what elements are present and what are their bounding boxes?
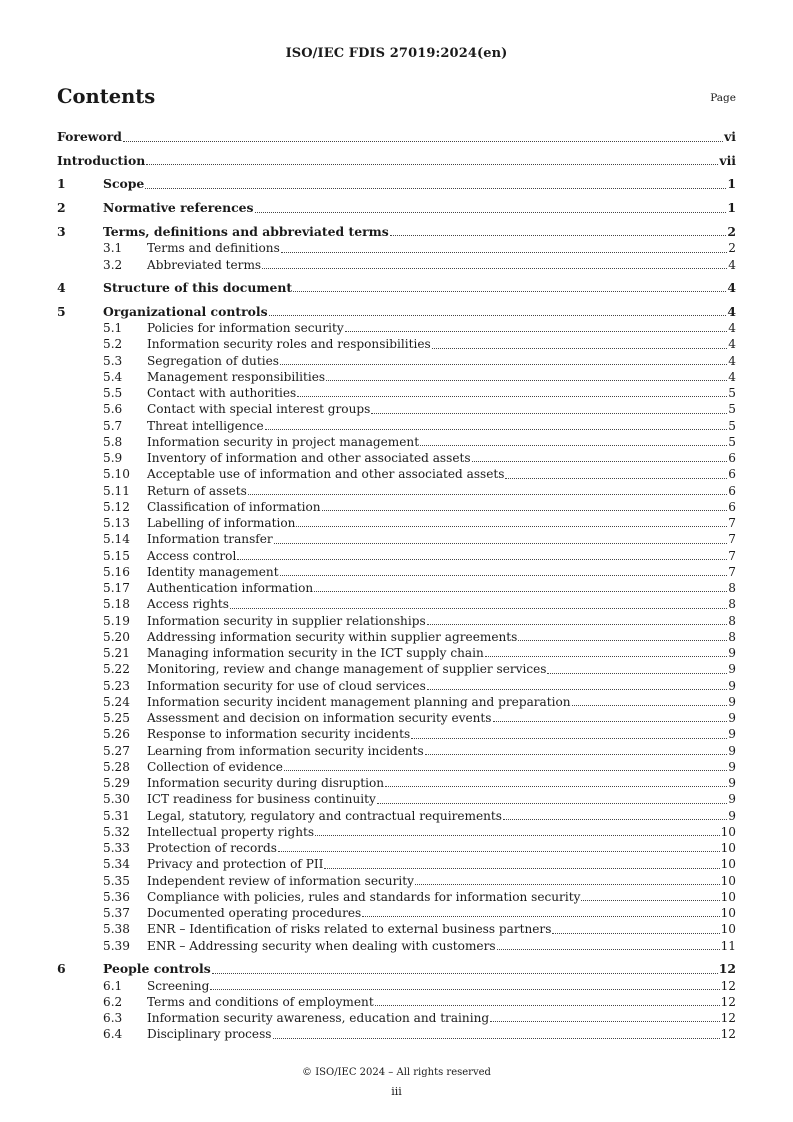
dot-leader [485, 655, 728, 657]
dot-leader [518, 639, 727, 641]
dot-leader [472, 460, 728, 462]
dot-leader [324, 867, 719, 869]
dot-leader [280, 574, 728, 576]
toc-entry-number: 5.10 [103, 467, 130, 482]
toc-entry-page: 12 [718, 961, 736, 977]
toc-subentry[interactable] [57, 840, 736, 856]
toc-entry-number: 5.17 [103, 581, 130, 596]
toc-entry-page: 5 [728, 434, 736, 449]
toc-entry-number: 6 [57, 961, 66, 977]
toc-subentry[interactable] [57, 369, 736, 385]
dot-leader [505, 477, 727, 479]
toc-entry-title: Labelling of information [147, 516, 296, 531]
toc-entry-number: 5.6 [103, 402, 123, 417]
toc-entry-page: 7 [728, 532, 736, 547]
toc-entry-number: 3.2 [103, 257, 123, 272]
toc-entry-title: Terms and definitions [147, 241, 280, 256]
dot-leader [415, 883, 720, 885]
toc-entry-page: 6 [728, 483, 736, 498]
toc-subentry[interactable] [57, 808, 736, 824]
toc-entry-title: Information security for use of cloud services [147, 678, 426, 693]
toc-subentry[interactable] [57, 515, 736, 531]
toc-entry-title: Addressing information security within supplier agreements [147, 629, 518, 644]
dot-leader [547, 672, 727, 674]
toc-entry-number: 3 [57, 223, 66, 239]
toc-entry-number: 5 [57, 303, 66, 319]
toc-entry-number: 5.37 [103, 906, 130, 921]
toc-entry-title: Terms, definitions and abbreviated terms [103, 223, 389, 239]
toc-entry-title: Segregation of duties [147, 353, 279, 368]
dot-leader [503, 818, 727, 820]
dot-leader [375, 1004, 720, 1006]
toc-entry-page: 10 [720, 889, 736, 904]
toc-entry-page: 10 [720, 906, 736, 921]
toc-entry-number: 5.8 [103, 434, 123, 449]
toc-subentry[interactable] [57, 257, 736, 273]
toc-entry-number: 5.15 [103, 548, 130, 563]
dot-leader [572, 704, 728, 706]
toc-subentry[interactable] [57, 678, 736, 694]
toc-entry-title: Information transfer [147, 532, 273, 547]
toc-entry-page: 7 [728, 564, 736, 579]
toc-entry-page: 5 [728, 418, 736, 433]
toc-subentry[interactable] [57, 710, 736, 726]
toc-entry-title: Documented operating procedures [147, 906, 362, 921]
dot-leader [322, 509, 728, 511]
dot-leader [345, 330, 728, 332]
dot-leader [427, 688, 728, 690]
toc-entry-number: 5.11 [103, 483, 130, 498]
toc-entry-number: 6.1 [103, 978, 123, 993]
toc-subentry[interactable] [57, 434, 736, 450]
toc-entry-page: 9 [728, 776, 736, 791]
toc-subentry[interactable] [57, 385, 736, 401]
dot-leader [490, 1020, 720, 1022]
dot-leader [411, 737, 727, 739]
toc-subentry[interactable] [57, 401, 736, 417]
toc-entry-number: 5.2 [103, 337, 123, 352]
toc-entry-number: 5.3 [103, 353, 123, 368]
toc-entry-number: 2 [57, 200, 66, 216]
toc-subentry[interactable] [57, 466, 736, 482]
toc-entry-page: 4 [728, 353, 736, 368]
toc-entry-title: Acceptable use of information and other associated assets [147, 467, 505, 482]
toc-entry-number: 5.7 [103, 418, 123, 433]
toc-entry-number: 4 [57, 279, 66, 295]
toc-subentry[interactable] [57, 889, 736, 905]
toc-subentry[interactable] [57, 824, 736, 840]
dot-leader [362, 915, 719, 917]
dot-leader [281, 251, 728, 253]
dot-leader [552, 932, 719, 934]
toc-entry-page: 9 [728, 662, 736, 677]
table-of-contents [57, 129, 736, 1043]
dot-leader [212, 972, 718, 974]
toc-entry-number: 5.14 [103, 532, 130, 547]
toc-entry-title: Protection of records [147, 841, 277, 856]
toc-entry-title: Managing information security in the ICT supply chain [147, 646, 484, 661]
dot-leader [315, 834, 720, 836]
copyright-footer: © ISO/IEC 2024 – All rights reserved [302, 1067, 491, 1078]
toc-entry-title: Organizational controls [103, 303, 268, 319]
toc-entry-page: 4 [727, 279, 736, 295]
dot-leader [420, 444, 727, 446]
toc-entry-page: 8 [728, 613, 736, 628]
toc-entry-title: Structure of this document [103, 279, 293, 295]
toc-entry[interactable] [57, 129, 736, 146]
toc-subentry[interactable] [57, 905, 736, 921]
toc-entry-title: Information security in supplier relationships [147, 613, 426, 628]
toc-entry[interactable] [57, 176, 736, 193]
toc-subentry[interactable] [57, 336, 736, 352]
toc-entry-title: Management responsibilities [147, 369, 326, 384]
dot-leader [377, 802, 727, 804]
toc-subentry[interactable] [57, 240, 736, 256]
dot-leader [265, 428, 728, 430]
toc-entry-title: Threat intelligence [147, 418, 264, 433]
toc-entry[interactable] [57, 153, 736, 170]
toc-subentry[interactable] [57, 320, 736, 336]
toc-entry-page: 10 [720, 841, 736, 856]
toc-subentry[interactable] [57, 1026, 736, 1042]
toc-entry[interactable] [57, 961, 736, 978]
toc-subentry[interactable] [57, 726, 736, 742]
toc-subentry[interactable] [57, 921, 736, 937]
toc-entry[interactable] [57, 224, 736, 241]
toc-subentry[interactable] [57, 613, 736, 629]
toc-entry-number: 5.32 [103, 824, 130, 839]
toc-entry-number: 5.16 [103, 564, 130, 579]
toc-entry-number: 5.36 [103, 889, 130, 904]
toc-subentry[interactable] [57, 531, 736, 547]
toc-entry-page: 12 [720, 1027, 736, 1042]
toc-entry-number: 5.26 [103, 727, 130, 742]
dot-leader [123, 140, 723, 142]
toc-entry-title: Compliance with policies, rules and standards for information security [147, 889, 581, 904]
toc-entry-page: 6 [728, 467, 736, 482]
toc-subentry[interactable] [57, 1010, 736, 1026]
toc-entry-page: 5 [728, 386, 736, 401]
dot-leader [427, 623, 728, 625]
dot-leader [385, 785, 727, 787]
toc-entry-number: 5.33 [103, 841, 130, 856]
toc-entry-title: Abbreviated terms [147, 257, 262, 272]
toc-entry-title: Scope [103, 176, 145, 192]
toc-subentry[interactable] [57, 418, 736, 434]
toc-entry-title: ENR – Identification of risks related to external business partners [147, 922, 552, 937]
toc-subentry[interactable] [57, 629, 736, 645]
toc-entry-number: 5.29 [103, 776, 130, 791]
toc-entry-page: 9 [728, 808, 736, 823]
toc-entry-number: 5.19 [103, 613, 130, 628]
dot-leader [274, 542, 728, 544]
toc-subentry[interactable] [57, 873, 736, 889]
toc-entry-page: 2 [727, 223, 736, 239]
dot-leader [248, 493, 728, 495]
toc-entry-page: 4 [728, 337, 736, 352]
dot-leader [326, 379, 727, 381]
toc-subentry[interactable] [57, 564, 736, 580]
toc-subentry[interactable] [57, 775, 736, 791]
toc-entry-title: Normative references [103, 200, 254, 216]
toc-entry-title: Response to information security incidents [147, 727, 411, 742]
toc-entry-number: 5.1 [103, 321, 123, 336]
dot-leader [497, 948, 720, 950]
toc-entry-page: 10 [720, 922, 736, 937]
toc-entry-number: 5.5 [103, 386, 123, 401]
toc-subentry[interactable] [57, 759, 736, 775]
toc-entry-number: 5.4 [103, 369, 123, 384]
toc-subentry[interactable] [57, 694, 736, 710]
dot-leader [278, 850, 720, 852]
toc-entry-title: Identity management [147, 564, 279, 579]
dot-leader [284, 769, 727, 771]
toc-subentry[interactable] [57, 791, 736, 807]
toc-entry-title: Information security in project management [147, 434, 420, 449]
dot-leader [210, 988, 719, 990]
toc-entry-title: Information security roles and responsibilities [147, 337, 431, 352]
dot-leader [255, 211, 727, 213]
dot-leader [280, 363, 727, 365]
toc-entry-title: Independent review of information security [147, 873, 414, 888]
toc-entry-number: 5.35 [103, 873, 130, 888]
toc-entry-page: 12 [720, 978, 736, 993]
toc-entry-page: 10 [720, 857, 736, 872]
toc-entry-number: 5.38 [103, 922, 130, 937]
dot-leader [146, 163, 718, 165]
toc-entry-page: 9 [728, 743, 736, 758]
dot-leader [371, 412, 727, 414]
toc-entry-number: 5.24 [103, 694, 130, 709]
toc-entry-page: 8 [728, 581, 736, 596]
toc-entry-number: 5.21 [103, 646, 130, 661]
toc-entry-page: 8 [728, 629, 736, 644]
toc-subentry[interactable] [57, 743, 736, 759]
toc-subentry[interactable] [57, 978, 736, 994]
toc-entry-number: 5.22 [103, 662, 130, 677]
toc-entry[interactable] [57, 200, 736, 217]
dot-leader [493, 720, 728, 722]
toc-entry-number: 5.39 [103, 938, 130, 953]
toc-entry-title: Introduction [57, 152, 146, 168]
toc-entry-title: Access rights [147, 597, 229, 612]
toc-entry-page: 4 [728, 369, 736, 384]
toc-subentry[interactable] [57, 548, 736, 564]
toc-entry-page: 4 [728, 321, 736, 336]
toc-entry-title: Classification of information [147, 499, 321, 514]
toc-entry-page: 4 [728, 257, 736, 272]
toc-entry-title: Collection of evidence [147, 759, 283, 774]
dot-leader [230, 607, 727, 609]
toc-entry-title: Information security awareness, education and training [147, 1011, 490, 1026]
toc-entry-title: ENR – Addressing security when dealing with customers [147, 938, 496, 953]
toc-entry-page: 11 [720, 938, 736, 953]
toc-entry-page: 7 [728, 516, 736, 531]
toc-entry-number: 5.9 [103, 451, 123, 466]
dot-leader [425, 753, 728, 755]
toc-entry-number: 6.3 [103, 1011, 123, 1026]
toc-subentry[interactable] [57, 580, 736, 596]
dot-leader [145, 187, 726, 189]
toc-entry-title: Learning from information security incidents [147, 743, 424, 758]
toc-entry-page: vii [719, 152, 736, 168]
toc-subentry[interactable] [57, 856, 736, 872]
toc-entry-number: 5.23 [103, 678, 130, 693]
toc-entry-title: Inventory of information and other associated assets [147, 451, 471, 466]
toc-subentry[interactable] [57, 994, 736, 1010]
toc-entry-title: Authentication information [147, 581, 314, 596]
toc-entry-title: Information security incident management planning and preparation [147, 694, 571, 709]
toc-entry-page: 5 [728, 402, 736, 417]
toc-entry[interactable] [57, 304, 736, 321]
toc-entry-number: 3.1 [103, 241, 123, 256]
toc-entry-title: Legal, statutory, regulatory and contractual requirements [147, 808, 502, 823]
toc-entry-title: Screening [147, 978, 210, 993]
toc-subentry[interactable] [57, 353, 736, 369]
toc-entry-title: Monitoring, review and change management of supplier services [147, 662, 547, 677]
footer-page-number: iii [391, 1085, 402, 1098]
toc-subentry[interactable] [57, 661, 736, 677]
dot-leader [296, 525, 727, 527]
toc-entry-page: 10 [720, 873, 736, 888]
toc-entry-page: 9 [728, 694, 736, 709]
toc-entry-title: Contact with authorities [147, 386, 297, 401]
dot-leader [269, 314, 727, 316]
toc-entry-number: 5.27 [103, 743, 130, 758]
toc-entry-number: 1 [57, 176, 66, 192]
toc-entry-page: 4 [727, 303, 736, 319]
toc-entry-title: Privacy and protection of PII [147, 857, 324, 872]
toc-entry-page: 10 [720, 824, 736, 839]
toc-entry-number: 5.20 [103, 629, 130, 644]
dot-leader [432, 347, 728, 349]
toc-entry-page: 12 [720, 994, 736, 1009]
toc-entry-page: 9 [728, 727, 736, 742]
dot-leader [237, 558, 727, 560]
toc-entry-title: Foreword [57, 129, 122, 144]
toc-entry-page: 9 [728, 759, 736, 774]
toc-subentry[interactable] [57, 450, 736, 466]
toc-subentry[interactable] [57, 596, 736, 612]
toc-entry-number: 5.18 [103, 597, 130, 612]
toc-entry[interactable] [57, 280, 736, 297]
toc-entry-number: 5.28 [103, 759, 130, 774]
toc-entry-title: Disciplinary process [147, 1027, 272, 1042]
toc-entry-page: 12 [720, 1011, 736, 1026]
page-title: Contents [57, 85, 156, 108]
toc-entry-page: 9 [728, 678, 736, 693]
toc-subentry[interactable] [57, 645, 736, 661]
toc-entry-number: 5.30 [103, 792, 130, 807]
dot-leader [314, 590, 727, 592]
toc-entry-title: Information security during disruption [147, 776, 385, 791]
dot-leader [262, 267, 727, 269]
toc-entry-page: 8 [728, 597, 736, 612]
toc-entry-title: Access control [147, 548, 237, 563]
dot-leader [390, 234, 727, 236]
toc-entry-page: 2 [728, 241, 736, 256]
dot-leader [581, 899, 719, 901]
document-id-header: ISO/IEC FDIS 27019:2024(en) [285, 46, 508, 61]
toc-entry-title: People controls [103, 961, 211, 977]
toc-entry-title: Contact with special interest groups [147, 402, 371, 417]
toc-entry-title: ICT readiness for business continuity [147, 792, 376, 807]
toc-entry-title: Policies for information security [147, 321, 344, 336]
dot-leader [293, 290, 726, 292]
toc-entry-page: vi [724, 129, 736, 144]
toc-entry-page: 9 [728, 792, 736, 807]
toc-entry-number: 5.12 [103, 499, 130, 514]
toc-entry-title: Assessment and decision on information security events [147, 711, 492, 726]
toc-entry-title: Intellectual property rights [147, 824, 315, 839]
dot-leader [273, 1037, 720, 1039]
toc-entry-page: 6 [728, 499, 736, 514]
toc-subentry[interactable] [57, 499, 736, 515]
toc-entry-number: 5.31 [103, 808, 130, 823]
toc-entry-number: 6.4 [103, 1027, 123, 1042]
toc-entry-page: 6 [728, 451, 736, 466]
toc-entry-page: 9 [728, 711, 736, 726]
toc-entry-page: 7 [728, 548, 736, 563]
toc-entry-page: 9 [728, 646, 736, 661]
toc-entry-title: Return of assets [147, 483, 247, 498]
toc-entry-page: 1 [727, 176, 736, 192]
toc-entry-number: 5.25 [103, 711, 130, 726]
page-column-label: Page [710, 92, 736, 104]
dot-leader [297, 395, 727, 397]
toc-entry-page: 1 [727, 200, 736, 216]
toc-entry-title: Terms and conditions of employment [147, 994, 374, 1009]
toc-entry-number: 6.2 [103, 994, 123, 1009]
toc-entry-number: 5.13 [103, 516, 130, 531]
toc-entry-number: 5.34 [103, 857, 130, 872]
toc-subentry[interactable] [57, 483, 736, 499]
toc-subentry[interactable] [57, 938, 736, 954]
